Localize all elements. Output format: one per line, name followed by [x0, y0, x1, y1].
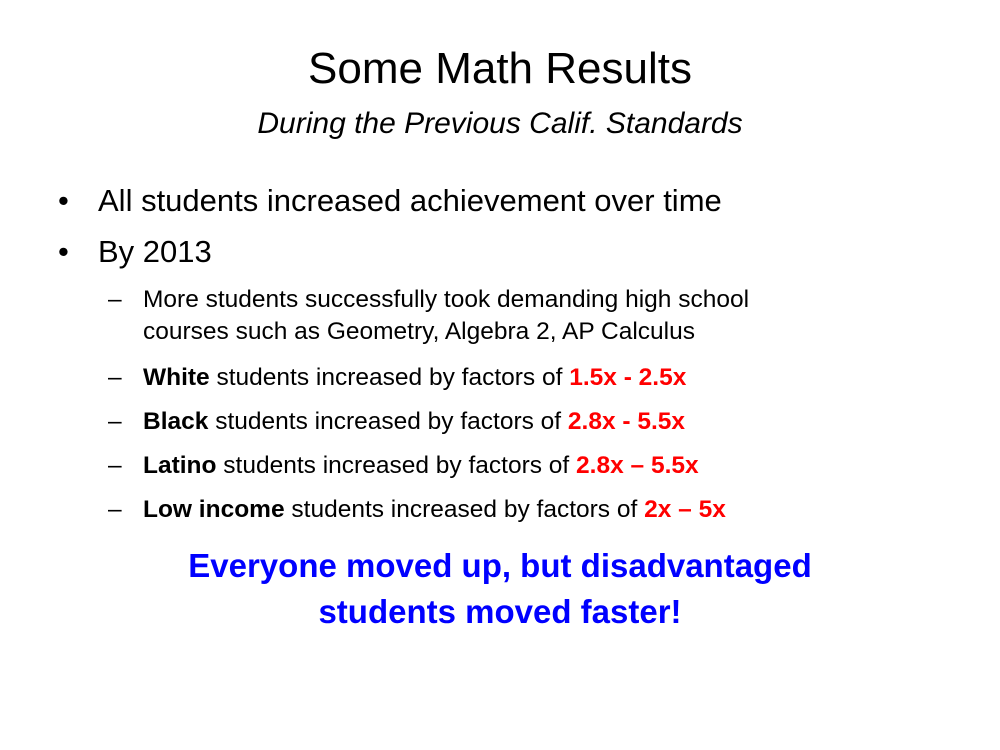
group-label: White [143, 364, 210, 391]
bullet-text: All students increased achievement over time [98, 183, 722, 218]
conclusion [0, 543, 1000, 635]
conclusion-line: students moved faster! [318, 593, 682, 630]
sub-bullet-body: students increased by factors of [208, 408, 568, 435]
bullet-item [58, 181, 722, 221]
group-label: Black [143, 408, 209, 435]
conclusion-line: Everyone moved up, but disadvantaged [188, 547, 812, 584]
sub-bullet-marker: – [108, 408, 122, 435]
sub-bullet-body: students increased by factors of [209, 364, 570, 391]
sub-bullet-line: More students successfully took demanding high school [143, 286, 750, 313]
sub-bullet-body: students increased by factors of [284, 496, 645, 523]
sub-bullet-text [143, 284, 928, 348]
sub-bullet-line: courses such as Geometry, Algebra 2, AP Calculus [143, 318, 695, 345]
sub-bullet-marker: – [108, 496, 122, 523]
slide-title: Some Math Results [308, 44, 692, 93]
bullet-marker: • [58, 183, 69, 218]
factor-range: 2x – 5x [644, 496, 726, 523]
factor-range: 1.5x - 2.5x [569, 364, 687, 391]
slide-subtitle: During the Previous Calif. Standards [257, 107, 743, 140]
sub-bullet-item [108, 406, 928, 438]
sub-bullet-text [143, 406, 928, 438]
sub-bullet-marker: – [108, 452, 122, 479]
factor-range: 2.8x – 5.5x [576, 452, 699, 479]
bullet-marker: • [58, 234, 69, 269]
sub-bullet-item [108, 362, 928, 394]
sub-bullet-marker: – [108, 286, 122, 313]
group-label: Latino [143, 452, 217, 479]
sub-bullet-text [143, 362, 928, 394]
sub-bullet-item [108, 284, 928, 348]
factor-range: 2.8x - 5.5x [567, 408, 686, 435]
bullet-item [58, 232, 212, 272]
group-label: Low income [143, 496, 285, 523]
sub-bullet-text [143, 450, 928, 482]
sub-bullet-item [108, 450, 928, 482]
sub-bullet-body: students increased by factors of [216, 452, 577, 479]
sub-bullet-marker: – [108, 364, 122, 391]
sub-bullet-text [143, 494, 928, 526]
bullet-text: By 2013 [98, 234, 212, 269]
sub-bullet-item [108, 494, 928, 526]
